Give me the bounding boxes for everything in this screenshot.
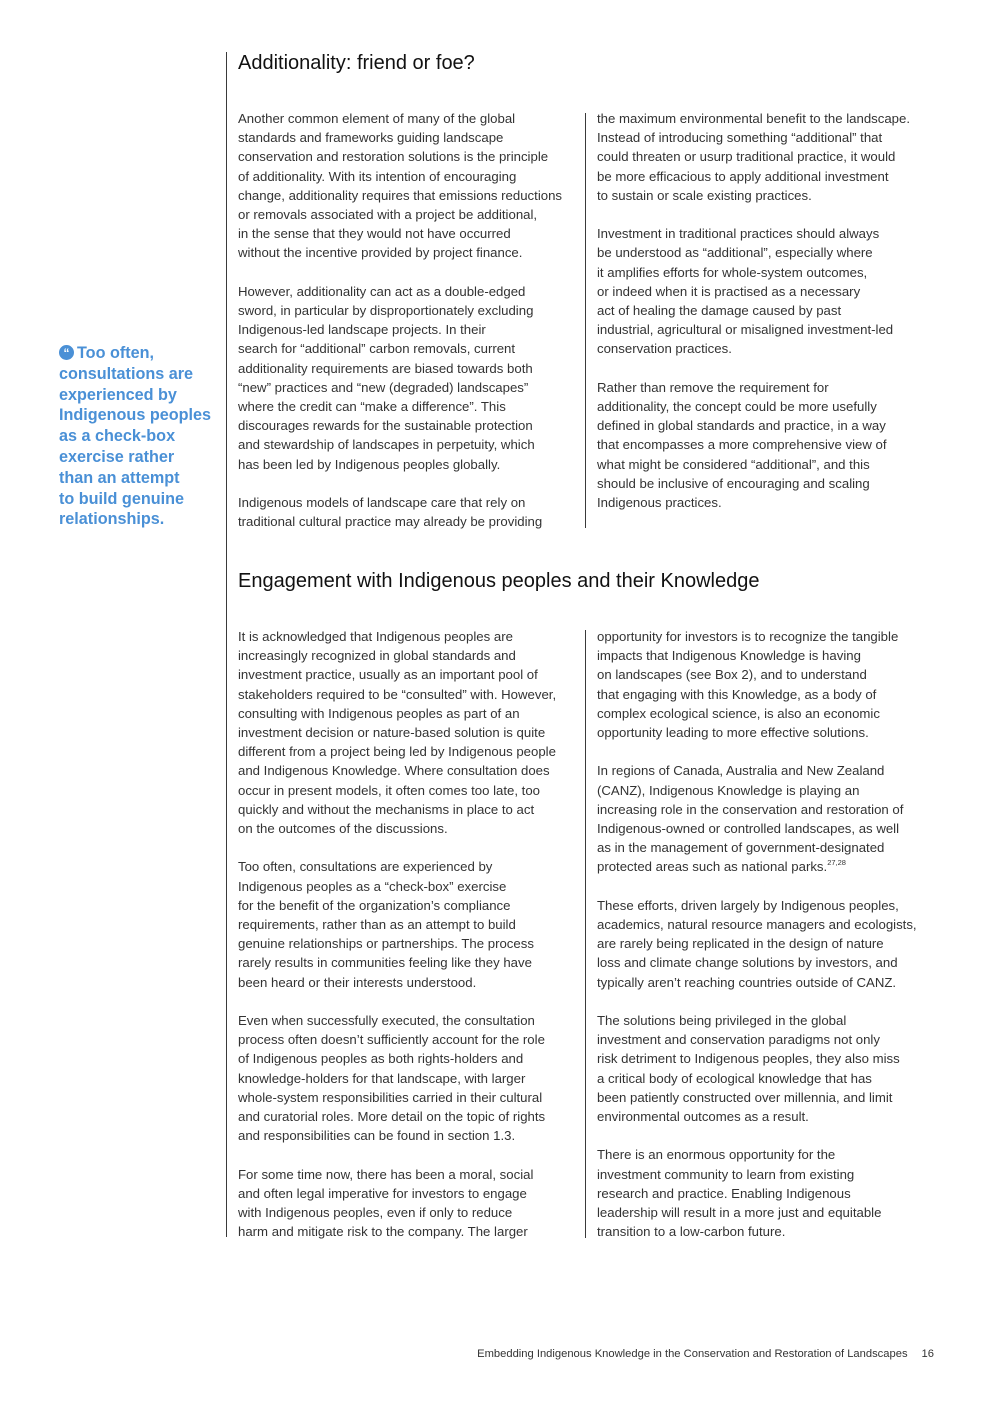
paragraph: the maximum environmental benefit to the landscape. Instead of introducing something “additional” that could threaten or usurp traditional practice, it would be more efficacious to apply additional investment to sustain or scale existing practices. xyxy=(597,111,911,203)
section1-left-column xyxy=(238,109,580,531)
paragraph: Even when successfully executed, the consultation process often doesn’t sufficiently account for the role of Indigenous peoples as both rights-holders and knowledge-holders for that landscape, with larger whole-system responsibilities carried in their cultural and curatorial roles. More detail on the topic of rights and responsibilities can be found in section 1.3. xyxy=(238,1013,546,1144)
paragraph: There is an enormous opportunity for the investment community to learn from existing research and practice. Enabling Indigenous leadership will result in a more just and equitable transition to a low-carbon future. xyxy=(597,1147,882,1240)
section-title-additionality: Additionality: friend or foe? xyxy=(238,52,475,74)
page-footer xyxy=(380,1346,934,1362)
footnote-ref[interactable]: 27,28 xyxy=(827,858,846,868)
section2-right-column xyxy=(597,627,947,1241)
paragraph xyxy=(597,761,947,876)
paragraph: Investment in traditional practices should always be understood as “additional”, especially where it amplifies efforts for whole-system outcomes, or indeed when it is practised as a necessary act of healing the damage caused by past industrial, agricultural or misaligned investment-led conservation practices. xyxy=(597,226,894,357)
page-number: 16 xyxy=(921,1348,934,1360)
paragraph-text: In regions of Canada, Australia and New Zealand (CANZ), Indigenous Knowledge is playing an increasing role in the conservation and restoration of Indigenous-owned or controlled landscapes, as well as in the management of government-designated protected areas such as national parks. xyxy=(597,763,904,875)
paragraph: These efforts, driven largely by Indigenous peoples, academics, natural resource managers and ecologists, are rarely being replicated in the design of nature loss and climate change solutions by investors, and typically aren’t reaching countries outside of CANZ. xyxy=(597,897,917,990)
paragraph: For some time now, there has been a moral, social and often legal imperative for investors to engage with Indigenous peoples, even if only to reduce harm and mitigate risk to the company. The larger xyxy=(238,1166,534,1240)
section-title-engagement: Engagement with Indigenous peoples and their Knowledge xyxy=(238,570,760,592)
paragraph: Indigenous models of landscape care that rely on traditional cultural practice may already be providing xyxy=(238,495,543,530)
section2-column-divider xyxy=(585,630,586,1238)
paragraph: Another common element of many of the global standards and frameworks guiding landscape conservation and restoration solutions is the principle of additionality. With its intention of encouraging change, additionality requires that emissions reductions or removals associated with a project be additional, in the sense that they would not have occurred without the incentive provided by project finance. xyxy=(238,111,563,261)
paragraph: Rather than remove the requirement for additionality, the concept could be more usefully defined in global standards and practice, in a way that encompasses a more comprehensive view of what might be considered “additional”, and this should be inclusive of encouraging and scaling Indigenous practices. xyxy=(597,379,887,511)
section2-left-column xyxy=(238,627,580,1241)
section1-column-divider xyxy=(585,113,586,528)
paragraph: Too often, consultations are experienced by Indigenous peoples as a “check-box” exercise for the benefit of the organization’s compliance requirements, rather than as an attempt to build genuine relationships or partnerships. The process rarely results in communities feeling like they have been heard or their interests understood. xyxy=(238,859,534,990)
pull-quote xyxy=(59,343,224,530)
pull-quote-text: Too often, consultations are experienced by Indigenous peoples as a check-box exercise rather than an attempt to build genuine relationships. xyxy=(59,344,211,529)
quote-icon: “ xyxy=(59,345,74,360)
paragraph: However, additionality can act as a double-edged sword, in particular by disproportionately excluding Indigenous-led landscape projects. In their search for “additional” carbon removals, current additionality requirements are biased towards both “new” practices and “new (degraded) landscapes” where the credit can “make a difference”. This discourages rewards for the sustainable protection and stewardship of landscapes in perpetuity, which has been led by Indigenous peoples globally. xyxy=(238,283,535,472)
section1-right-column xyxy=(597,109,947,512)
left-margin-rule xyxy=(226,52,227,1237)
footer-title: Embedding Indigenous Knowledge in the Conservation and Restoration of Landscapes xyxy=(477,1348,908,1360)
paragraph: opportunity for investors is to recognize the tangible impacts that Indigenous Knowledge is having on landscapes (see Box 2), and to understand that engaging with this Knowledge, as a body of complex ecological science, is also an economic opportunity leading to more effective solutions. xyxy=(597,629,899,741)
paragraph: The solutions being privileged in the global investment and conservation paradigms not only risk detriment to Indigenous peoples, they also miss a critical body of ecological knowledge that has been patiently constructed over millennia, and limit environmental outcomes as a result. xyxy=(597,1013,900,1125)
paragraph: It is acknowledged that Indigenous peoples are increasingly recognized in global standards and investment practice, usually as an important pool of stakeholders required to be “consulted” with. However, consulting with Indigenous peoples as part of an investment decision or nature-based solution is quite different from a project being led by Indigenous people and Indigenous Knowledge. Where consultation does occur in present models, it often comes too late, too quickly and without the mechanisms in place to act on the outcomes of the discussions. xyxy=(238,629,557,837)
